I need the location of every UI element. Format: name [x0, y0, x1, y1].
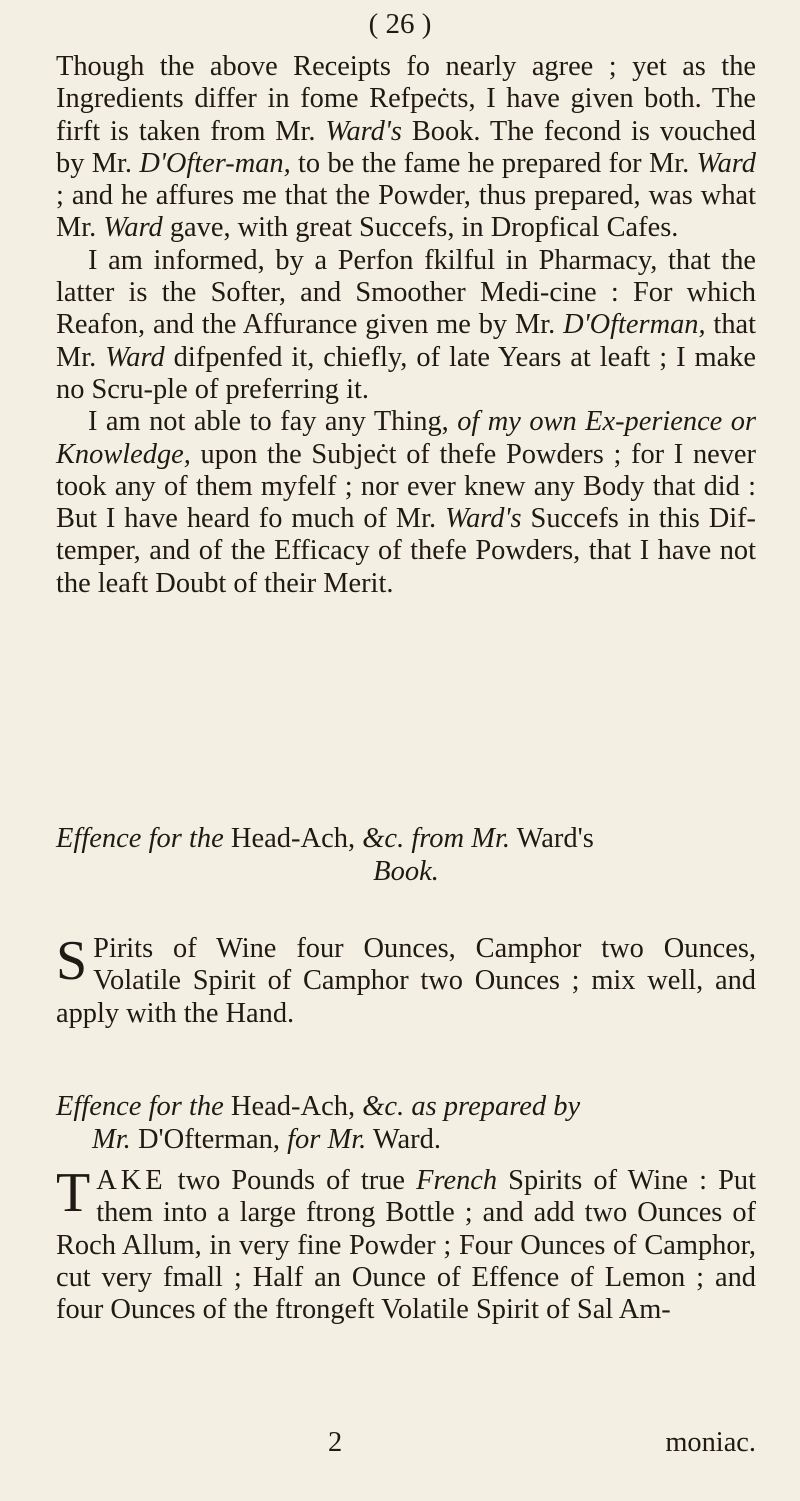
drop-cap: T — [56, 1162, 91, 1224]
catchword: moniac. — [665, 1427, 756, 1458]
page-number: ( 26 ) — [368, 8, 432, 40]
body-text — [56, 51, 756, 600]
recipe-2: TAKE two Pounds of true French Spirits of Wine : Put them into a large ftrong Bottle ; and add two Ounces of Roch Allum, in very fine Powder ; Four Ounces of Camphor, cut very fmall ; Half an Ounce of Effence of Lemon ; and four Ounces of the ftrongeft Volatile Spirit of Sal Am- — [56, 1162, 756, 1326]
paragraph-3: I am not able to fay any Thing, of my own Ex-perience or Knowledge, upon the Subjeċt of thefe Powders ; for I never took any of them myfelf ; nor ever knew any Body that did : But I have heard fo much of Mr. Ward's Succefs in this Dif-temper, and of the Efficacy of thefe Powders, that I have not the leaft Doubt of their Merit. — [56, 406, 756, 599]
drop-cap: S — [56, 930, 88, 992]
paragraph-2: I am informed, by a Perfon fkilful in Pharmacy, that the latter is the Softer, and Smoother Medi-cine : For which Reafon, and the Affurance given me by Mr. D'Ofterman, that Mr. Ward difpenfed it, chiefly, of late Years at leaft ; I make no Scru-ple of preferring it. — [56, 244, 757, 405]
signature-mark: 2 — [328, 1427, 343, 1458]
section-heading-2: Effence for the Head-Ach, &c. as prepared by Mr. D'Ofterman, for Mr. Ward. — [56, 1091, 581, 1155]
section-heading-1: Effence for the Head-Ach, &c. from Mr. Ward's Book. — [56, 823, 594, 887]
recipe-1: S Pirits of Wine four Ounces, Camphor two Ounces, Volatile Spirit of Camphor two Ounces ; mix well, and apply with the Hand. — [56, 930, 756, 1029]
paragraph-1: Though the above Receipts fo nearly agree ; yet as the Ingredients differ in fome Refpeċts, I have given both. The firft is taken from Mr. Ward's Book. The fecond is vouched by Mr. D'Ofter-man, to be the fame he prepared for Mr. Ward ; and he affures me that the Powder, thus prepared, was what Mr. Ward gave, with great Succefs, in Dropfical Cafes. — [56, 51, 756, 244]
